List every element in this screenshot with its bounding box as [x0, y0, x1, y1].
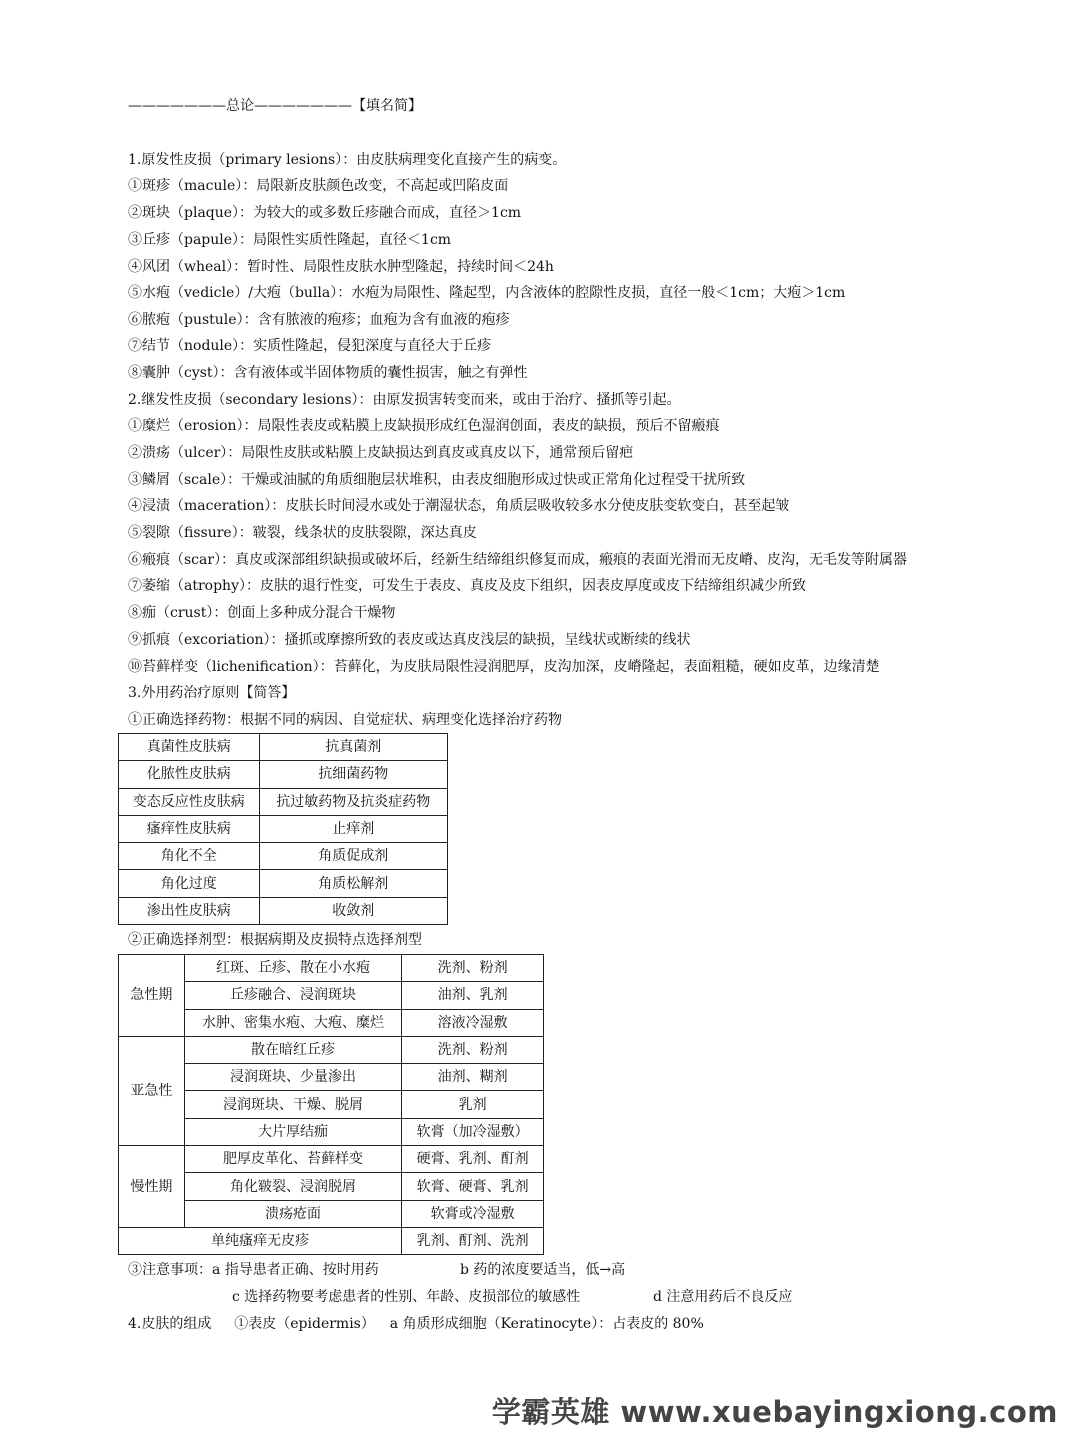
section1-heading: 1.原发性皮损（primary lesions）：由皮肤病理变化直接产生的病变。	[128, 152, 567, 168]
form-cell: 软膏或冷湿敷	[402, 1200, 544, 1227]
section1-item: ①斑疹（macule）：局限新皮肤颜色改变，不高起或凹陷皮面	[128, 178, 509, 194]
disease-cell: 变态反应性皮肤病	[119, 788, 260, 815]
section2-item: ⑩苔藓样变（lichenification）：苔藓化，为皮肤局限性浸润肥厚，皮沟加深，皮嵴隆起，表面粗糙，硬如皮革，边缘清楚	[128, 659, 880, 675]
dosage-form-intro: ②正确选择剂型：根据病期及皮损特点选择剂型	[128, 932, 422, 948]
drug-cell: 抗真菌剂	[259, 734, 447, 761]
table-row	[119, 1227, 544, 1254]
stage-cell-subacute: 亚急性	[119, 1036, 185, 1145]
drug-cell: 角质促成剂	[259, 843, 447, 870]
lesion-cell: 大片厚结痂	[184, 1118, 402, 1145]
section2-item: ④浸渍（maceration）：皮肤长时间浸水或处于潮湿状态，角质层吸收较多水分使皮肤变软变白，甚至起皱	[128, 498, 790, 514]
section1-item: ⑦结节（nodule）：实质性隆起，侵犯深度与直径大于丘疹	[128, 338, 492, 354]
table-row	[119, 1036, 544, 1063]
section1-item: ②斑块（plaque）：为较大的或多数丘疹融合而成，直径＞1cm	[128, 205, 522, 221]
table-row	[119, 843, 448, 870]
note-b: b 药的浓度要适当，低→高	[460, 1262, 626, 1278]
section2-item: ⑧痂（crust）：创面上多种成分混合干燥物	[128, 605, 396, 621]
table-row	[119, 897, 448, 924]
section4-heading: 4.皮肤的组成	[128, 1316, 212, 1332]
note-a: a 指导患者正确、按时用药	[212, 1262, 379, 1278]
lesion-cell: 丘疹融合、浸润斑块	[184, 982, 402, 1009]
watermark-footer: 学霸英雄 www.xuebayingxiong.com	[491, 1395, 1058, 1429]
drug-cell: 收敛剂	[259, 897, 447, 924]
form-cell: 油剂、乳剂	[402, 982, 544, 1009]
lesion-cell: 散在暗红丘疹	[184, 1036, 402, 1063]
section2-item: ⑨抓痕（excoriation）：搔抓或摩擦所致的表皮或达真皮浅层的缺损，呈线状或断续的线状	[128, 632, 691, 648]
lesion-cell: 水肿、密集水疱、大疱、糜烂	[184, 1009, 402, 1036]
form-cell: 洗剂、粉剂	[402, 955, 544, 982]
section2-item: ⑥瘢痕（scar）：真皮或深部组织缺损或破坏后，经新生结缔组织修复而成，瘢痕的表面光滑而无皮嵴、皮沟，无毛发等附属器	[128, 552, 908, 568]
form-cell: 硬膏、乳剂、酊剂	[402, 1146, 544, 1173]
table-row	[119, 870, 448, 897]
section4-line	[128, 1314, 704, 1334]
table-row	[119, 955, 544, 982]
form-cell: 洗剂、粉剂	[402, 1036, 544, 1063]
section1-item: ④风团（wheal）：暂时性、局限性皮肤水肿型隆起，持续时间＜24h	[128, 259, 554, 275]
drug-cell: 抗细菌药物	[259, 761, 447, 788]
disease-cell: 角化过度	[119, 870, 260, 897]
lesion-cell: 单纯瘙痒无皮疹	[119, 1227, 402, 1254]
keratinocyte-text: a 角质形成细胞（Keratinocyte）：占表皮的 80%	[389, 1316, 704, 1332]
drug-table	[118, 733, 448, 925]
section2-heading: 2.继发性皮损（secondary lesions）：由原发损害转变而来，或由于治疗、搔抓等引起。	[128, 392, 681, 408]
table-row	[119, 788, 448, 815]
note-c: c 选择药物要考虑患者的性别、年龄、皮损部位的敏感性	[232, 1289, 581, 1305]
notes-label: ③注意事项：	[128, 1262, 212, 1278]
section2-item: ⑦萎缩（atrophy）：皮肤的退行性变，可发生于表皮、真皮及皮下组织，因表皮厚度或皮下结缔组织减少所致	[128, 578, 806, 594]
form-cell: 软膏、硬膏、乳剂	[402, 1173, 544, 1200]
drug-selection-intro: ①正确选择药物：根据不同的病因、自觉症状、病理变化选择治疗药物	[128, 712, 562, 728]
lesion-cell: 肥厚皮革化、苔藓样变	[184, 1146, 402, 1173]
table-row	[119, 815, 448, 842]
section2-item: ①糜烂（erosion）：局限性表皮或粘膜上皮缺损形成红色湿润创面，表皮的缺损，预后不留瘢痕	[128, 418, 720, 434]
disease-cell: 角化不全	[119, 843, 260, 870]
form-cell: 溶液冷湿敷	[402, 1009, 544, 1036]
section2-item: ⑤裂隙（fissure）：皲裂，线条状的皮肤裂隙，深达真皮	[128, 525, 477, 541]
page-title: ———————总论———————【填名简】	[128, 98, 422, 114]
lesion-cell: 角化皲裂、浸润脱屑	[184, 1173, 402, 1200]
table-row	[119, 1146, 544, 1173]
table-row	[119, 761, 448, 788]
disease-cell: 瘙痒性皮肤病	[119, 815, 260, 842]
form-cell: 乳剂、酊剂、洗剂	[402, 1227, 544, 1254]
lesion-cell: 浸润斑块、少量渗出	[184, 1064, 402, 1091]
section2-item: ③鳞屑（scale）：干燥或油腻的角质细胞层状堆积，由表皮细胞形成过快或正常角化过程受干扰所致	[128, 472, 746, 488]
stage-cell-acute: 急性期	[119, 955, 185, 1037]
section1-item: ⑥脓疱（pustule）：含有脓液的疱疹；血疱为含有血液的疱疹	[128, 312, 510, 328]
disease-cell: 真菌性皮肤病	[119, 734, 260, 761]
stage-cell-chronic: 慢性期	[119, 1146, 185, 1228]
notes-line-1	[128, 1260, 379, 1280]
disease-cell: 化脓性皮肤病	[119, 761, 260, 788]
form-cell: 油剂、糊剂	[402, 1064, 544, 1091]
form-cell: 乳剂	[402, 1091, 544, 1118]
lesion-cell: 浸润斑块、干燥、脱屑	[184, 1091, 402, 1118]
form-cell: 软膏（加冷湿敷）	[402, 1118, 544, 1145]
dosage-table	[118, 954, 544, 1255]
drug-cell: 止痒剂	[259, 815, 447, 842]
epidermis-label: ①表皮（epidermis）	[234, 1316, 375, 1332]
section1-item: ③丘疹（papule）：局限性实质性隆起，直径＜1cm	[128, 232, 452, 248]
note-d: d 注意用药后不良反应	[653, 1289, 793, 1305]
table-row	[119, 734, 448, 761]
lesion-cell: 红斑、丘疹、散在小水疱	[184, 955, 402, 982]
drug-cell: 角质松解剂	[259, 870, 447, 897]
section2-item: ②溃疡（ulcer）：局限性皮肤或粘膜上皮缺损达到真皮或真皮以下，通常预后留疤	[128, 445, 634, 461]
drug-cell: 抗过敏药物及抗炎症药物	[259, 788, 447, 815]
disease-cell: 渗出性皮肤病	[119, 897, 260, 924]
lesion-cell: 溃疡疮面	[184, 1200, 402, 1227]
section3-heading: 3.外用药治疗原则【简答】	[128, 685, 296, 701]
section1-item: ⑧囊肿（cyst）：含有液体或半固体物质的囊性损害，触之有弹性	[128, 365, 528, 381]
section1-item: ⑤水疱（vedicle）/大疱（bulla）：水疱为局限性、隆起型，内含液体的腔隙性皮损，直径一般＜1cm；大疱＞1cm	[128, 285, 846, 301]
